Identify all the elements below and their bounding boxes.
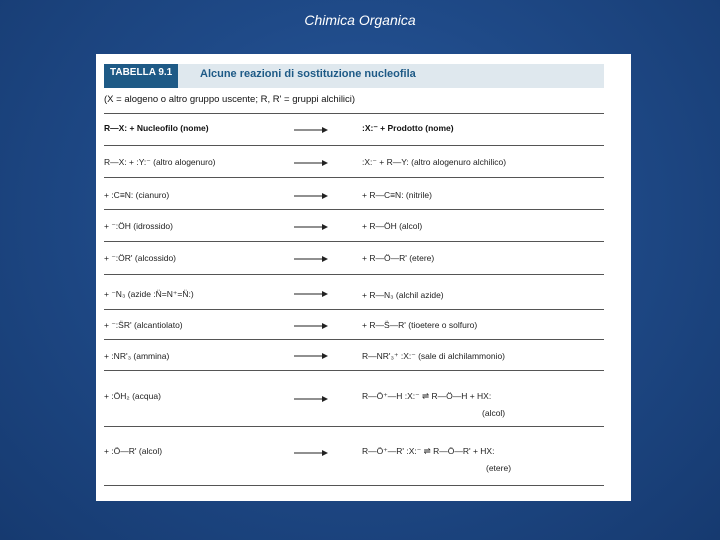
- table-row: [104, 309, 604, 340]
- row-product: + R—N₃ (alchil azide): [362, 290, 444, 300]
- table-row: [104, 177, 604, 210]
- row-product: R—Ö⁺—R' :X:⁻ ⇌ R—Ö—R' + HX:: [362, 446, 495, 456]
- table-figure: [96, 54, 631, 501]
- arrow-icon: [294, 256, 328, 262]
- table-row: [104, 145, 604, 178]
- row-nucleophile: + ⁻:S̈R' (alcantiolato): [104, 320, 183, 330]
- row-product: + R—C≡N: (nitrile): [362, 190, 432, 200]
- row-product: :X:⁻ + R—Y: (altro alogenuro alchilico): [362, 157, 507, 167]
- row-nucleophile: R—X: + :Y:⁻ (altro alogenuro): [104, 157, 216, 167]
- arrow-icon: [294, 160, 328, 166]
- product-class-label: (alcol): [482, 408, 506, 418]
- row-product: R—Ö⁺—H :X:⁻ ⇌ R—Ö—H + HX:: [362, 391, 492, 401]
- row-product: + R—ÖH (alcol): [362, 221, 423, 231]
- row-nucleophile: + :NR'₃ (ammina): [104, 351, 170, 361]
- row-product: + R—Ö—R' (etere): [362, 253, 435, 263]
- row-product: R—NR'₃⁺ :X:⁻ (sale di alchilammonio): [362, 351, 506, 361]
- table-row-header: [104, 113, 604, 146]
- row-nucleophile: + :Ö—R' (alcol): [104, 446, 163, 456]
- row-nucleophile: + ⁻:ÖR' (alcossido): [104, 253, 177, 263]
- table-row: [104, 274, 604, 310]
- arrow-icon: [294, 127, 328, 133]
- arrow-icon: [294, 291, 328, 297]
- arrow-icon: [294, 193, 328, 199]
- table-row: [104, 241, 604, 275]
- row-nucleophile: + ⁻:ÖH (idrossido): [104, 221, 173, 231]
- arrow-icon: [294, 450, 328, 456]
- product-class-label: (etere): [486, 463, 512, 473]
- table-row: [104, 370, 604, 427]
- table-row: [104, 209, 604, 242]
- table-label: TABELLA 9.1: [104, 64, 178, 88]
- table-row: [104, 339, 604, 371]
- table-row: [104, 426, 604, 486]
- row-nucleophile: + :C≡N: (cianuro): [104, 190, 170, 200]
- row-nucleophile: + :ÖH₂ (acqua): [104, 391, 161, 401]
- header-left: R—X: + Nucleofilo (nome): [104, 123, 209, 133]
- arrow-icon: [294, 396, 328, 402]
- arrow-icon: [294, 224, 328, 230]
- table-title: Alcune reazioni di sostituzione nucleofila: [200, 68, 416, 80]
- table-header-bar: [104, 64, 604, 88]
- row-nucleophile: + ⁻N₃ (azide :N̈=N⁺=N̈:): [104, 289, 194, 299]
- table-note: (X = alogeno o altro gruppo uscente; R, R' = gruppi alchilici): [104, 94, 356, 105]
- header-right: :X:⁻ + Prodotto (nome): [362, 123, 454, 133]
- arrow-icon: [294, 323, 328, 329]
- row-product: + R—S̈—R' (tioetere o solfuro): [362, 320, 478, 330]
- arrow-icon: [294, 353, 328, 359]
- slide-title: Chimica Organica: [304, 12, 416, 28]
